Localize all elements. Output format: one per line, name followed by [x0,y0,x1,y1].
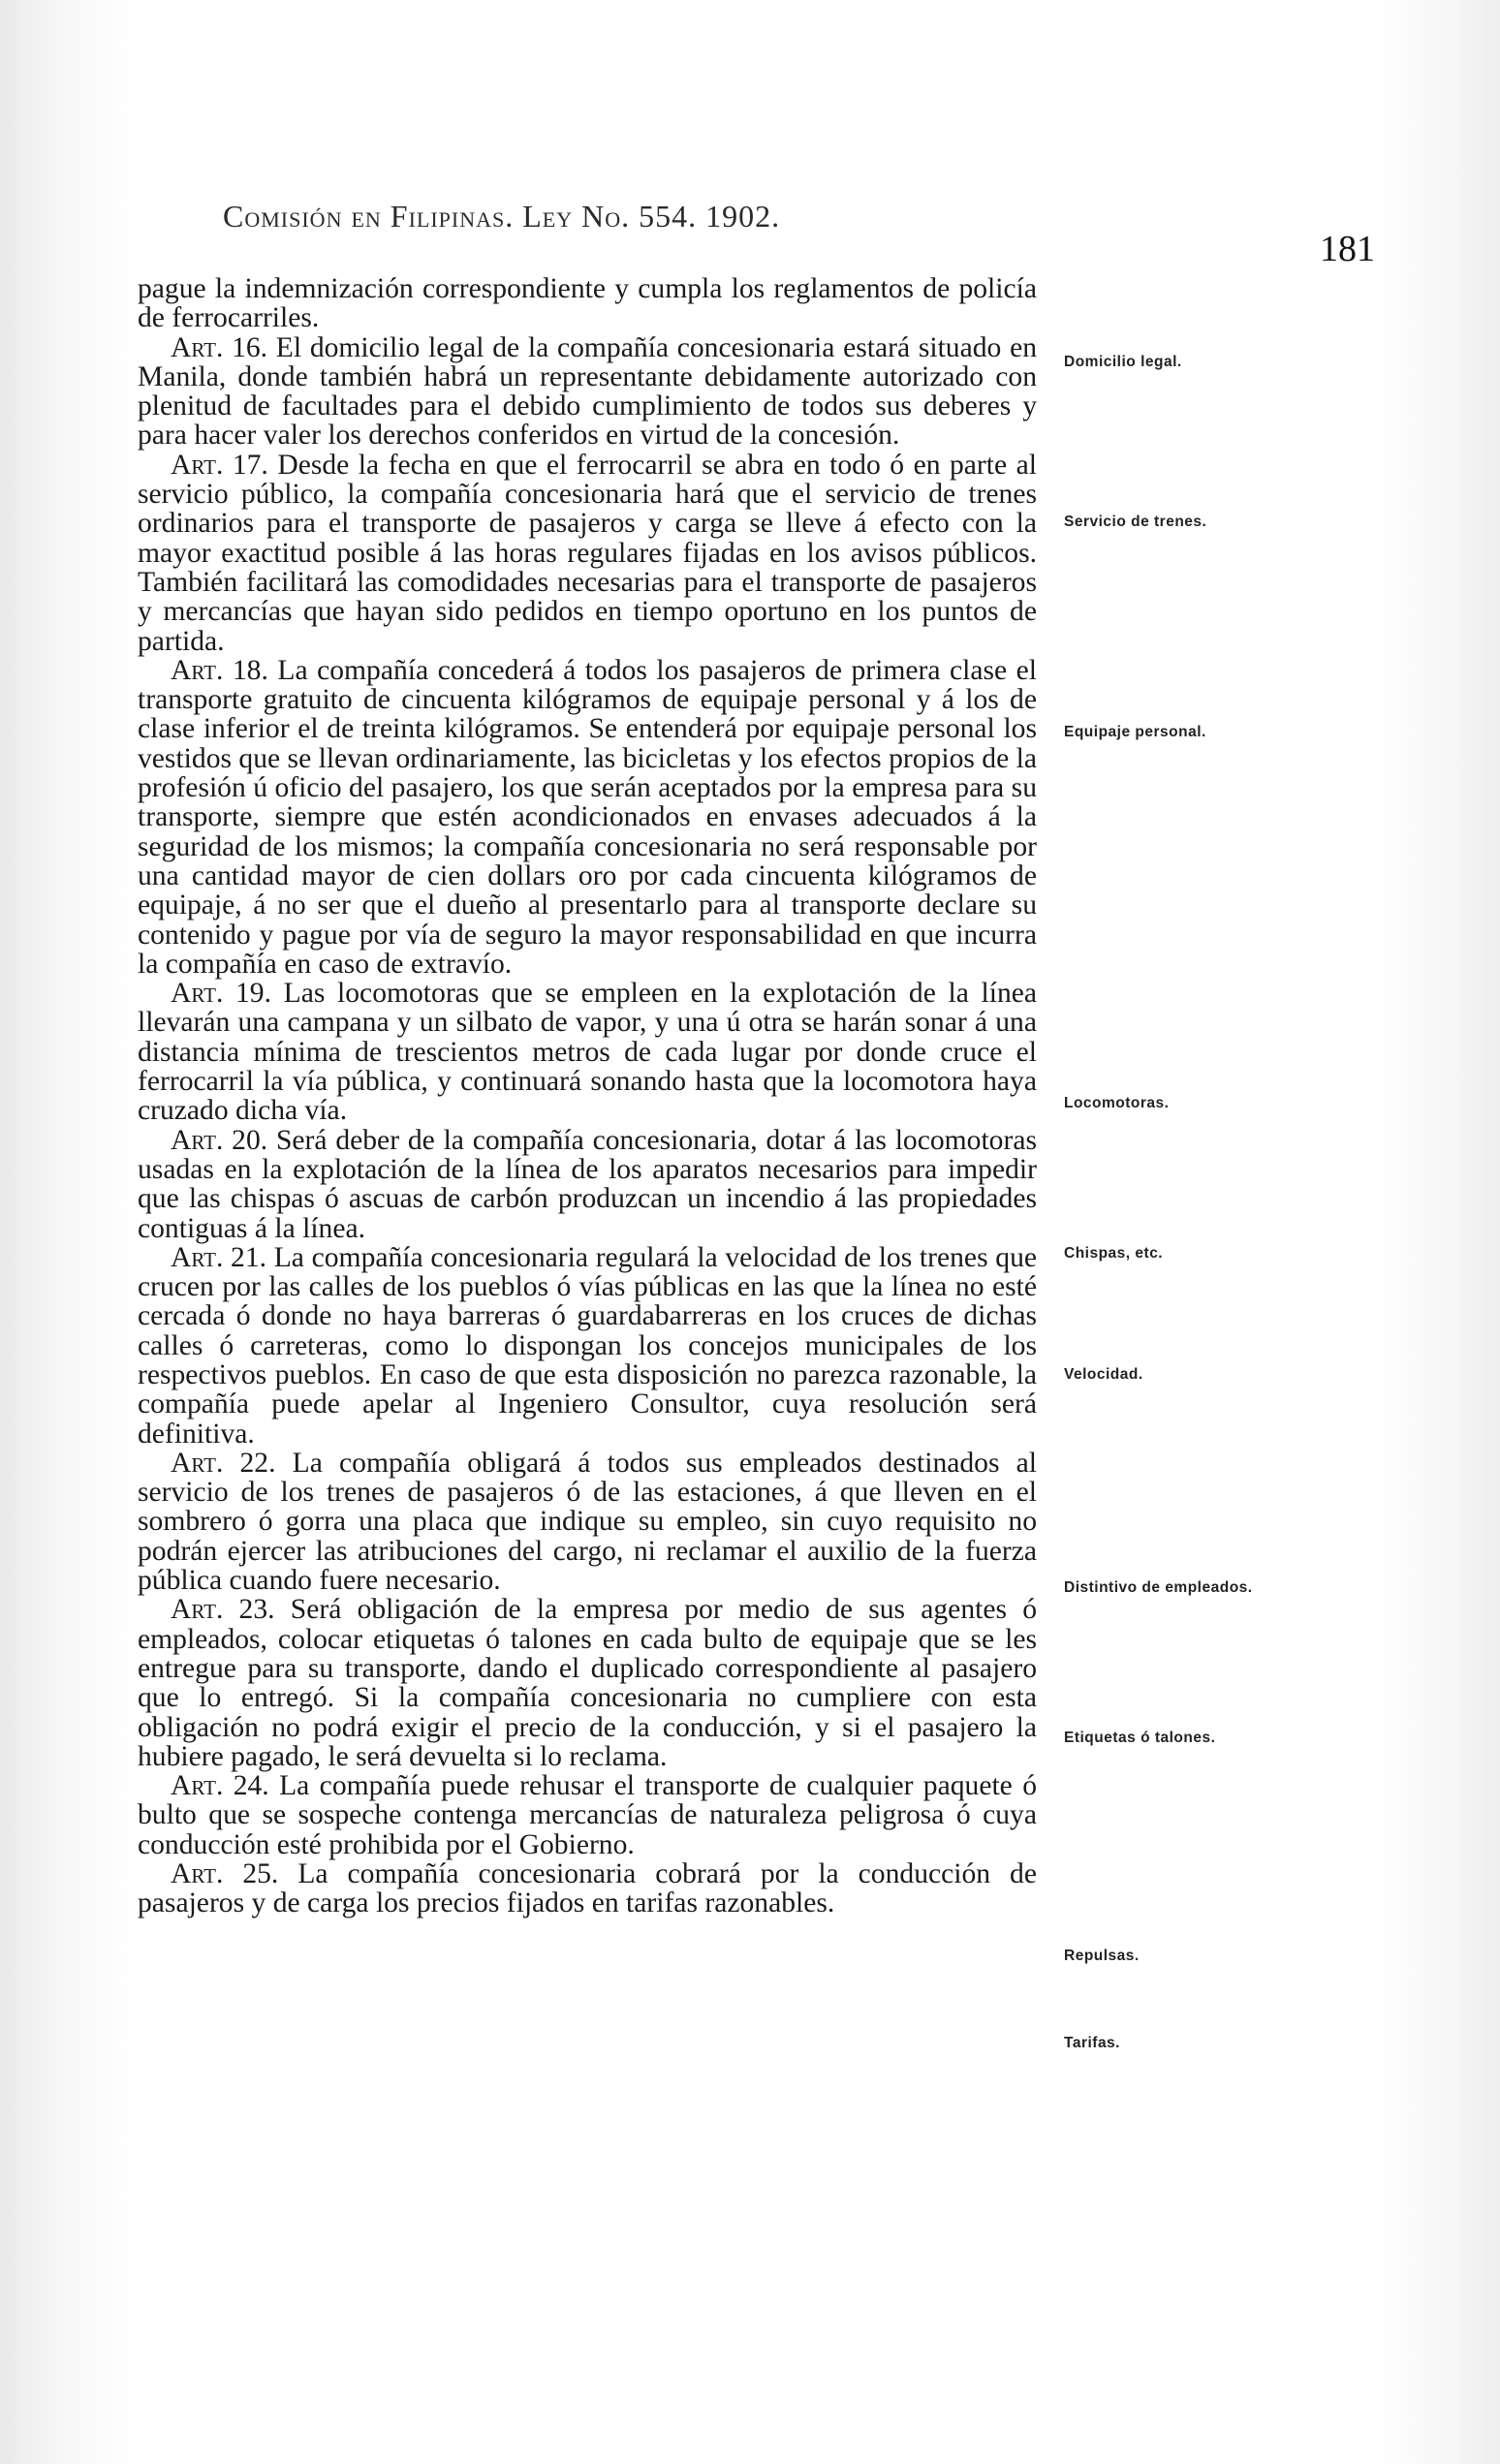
paragraph-continuation [138,274,1037,333]
article-20 [138,1126,1037,1243]
article-24 [138,1771,1037,1859]
article-16 [138,333,1037,451]
paragraph-text: La compañía concederá á todos los pasajeros de primera clase el transporte gratuito de cincuenta kilógramos de equipaje personal y á los de clase inferior el de treinta kilógramos. Se entenderá por equipaje personal los vestidos que se llevan ordinariamente, las bicicletas y los efectos propios de la profesión ú oficio del pasajero, los que serán aceptados por la empresa para su transporte, siempre que estén acondicionados en envases adecuados á la seguridad de los mismos; la compañía concesionaria no será responsable por una cantidad mayor de cien dollars oro por cada cincuenta kilógramos de equipaje, á no ser que el dueño al presentarlo para al transporte declare su contenido y pague por vía de seguro la mayor responsabilidad en que incurra la compañía en caso de extravío. [138,654,1038,980]
margin-note-domicilio: Domicilio legal. [1064,354,1182,370]
margin-note-etiquetas: Etiquetas ó talones. [1064,1730,1216,1746]
article-18 [138,656,1037,979]
article-25 [138,1859,1037,1918]
paragraph-text: Será obligación de la empresa por medio de sus agentes ó empleados, colocar etiquetas ó talones en cada bulto de equipaje que se les entregue para su transporte, dando el duplicado correspondiente al pasajero que lo entregó. Si la compañía concesionaria no cumpliere con esta obligación no podrá exigir el precio de la conducción, y si el pasajero la hubiere pagado, le será devuelta si lo reclama. [138,1594,1037,1772]
paragraph-text: Será deber de la compañía concesionaria, dotar á las locomotoras usadas en la explotación de la línea de los aparatos necesarios para impedir que las chispas ó ascuas de carbón produzcan un incendio á las propiedades contiguas á la línea. [138,1124,1037,1244]
margin-note-locomotoras: Locomotoras. [1064,1095,1170,1111]
article-23 [138,1595,1037,1771]
margin-note-chispas: Chispas, etc. [1064,1245,1164,1262]
margin-note-repulsas: Repulsas. [1064,1948,1140,1964]
margin-note-velocidad: Velocidad. [1064,1366,1143,1383]
paragraph-text: La compañía concesionaria regulará la velocidad de los trenes que crucen por las calles de los pueblos ó vías públicas en las que la línea no esté cercada ó donde no haya barreras ó guardabarreras en los cruces de dichas calles ó carreteras, como lo dispongan los concejos municipales de los respectivos pueblos. En caso de que esta disposición no parezca razonable, la compañía puede apelar al Ingeniero Consultor, cuya resolución será definitiva. [138,1241,1037,1450]
running-header: Comisión en Filipinas. Ley No. 554. 1902. [223,199,781,234]
article-number: Art. 24. [171,1770,269,1802]
margin-note-equipaje: Equipaje personal. [1064,724,1206,740]
paragraph-text: El domicilio legal de la compañía concesionaria estará situado en Manila, donde también habrá un representante debidamente autorizado con plenitud de facultades para el debido cumplimiento de todos sus deberes y para hacer valer los derechos conferidos en virtud de la concesión. [138,331,1037,452]
article-number: Art. 23. [171,1594,275,1626]
margin-note-servicio: Servicio de trenes. [1064,514,1207,530]
article-number: Art. 17. [171,449,268,481]
article-number: Art. 18. [171,654,268,686]
body-text [138,274,1037,1918]
article-number: Art. 20. [171,1124,268,1156]
paragraph-text: pague la indemnización correspondiente y cumpla los reglamentos de policía de ferrocarriles. [138,273,1037,334]
article-number: Art. 19. [171,978,271,1010]
paragraph-text: Las locomotoras que se empleen en la explotación de la línea llevarán una campana y un silbato de vapor, y una ú otra se harán sonar á una distancia mínima de trescientos metros de cada lugar por donde cruce el ferrocarril la vía pública, y continuará sonando hasta que la locomotora haya cruzado dicha vía. [138,978,1038,1127]
paragraph-text: La compañía concesionaria cobrará por la conducción de pasajeros y de carga los precios fijados en tarifas razonables. [138,1858,1037,1919]
article-19 [138,979,1037,1125]
article-22 [138,1449,1037,1595]
article-number: Art. 21. [171,1241,267,1273]
paragraph-text: Desde la fecha en que el ferrocarril se abra en todo ó en parte al servicio público, la compañía concesionaria hará que el servicio de trenes ordinarios para el transporte de pasajeros y carga se lleve á efecto con la mayor exactitud posible á las horas regulares fijadas en los avisos públicos. También facilitará las comodidades necesarias para el transporte de pasajeros y mercancías que hayan sido pedidos en tiempo oportuno en los puntos de partida. [138,449,1038,657]
paragraph-text: La compañía puede rehusar el transporte de cualquier paquete ó bulto que se sospeche contenga mercancías de naturaleza peligrosa ó cuya conducción esté prohibida por el Gobierno. [138,1770,1037,1860]
article-17 [138,451,1037,656]
margin-note-tarifas: Tarifas. [1064,2035,1120,2051]
paragraph-text: La compañía obligará á todos sus empleados destinados al servicio de los trenes de pasajeros ó de las estaciones, á que lleven en el sombrero ó gorra una placa que indique su empleo, sin cuyo requisito no podrán ejercer las atribuciones del cargo, ni reclamar el auxilio de la fuerza pública cuando fuere necesario. [138,1447,1038,1597]
article-21 [138,1243,1037,1449]
margin-note-distintivo: Distintivo de empleados. [1064,1579,1253,1596]
article-number: Art. 22. [171,1447,276,1479]
page-number: 181 [1320,229,1375,269]
article-number: Art. 25. [171,1858,279,1890]
article-number: Art. 16. [171,331,268,363]
